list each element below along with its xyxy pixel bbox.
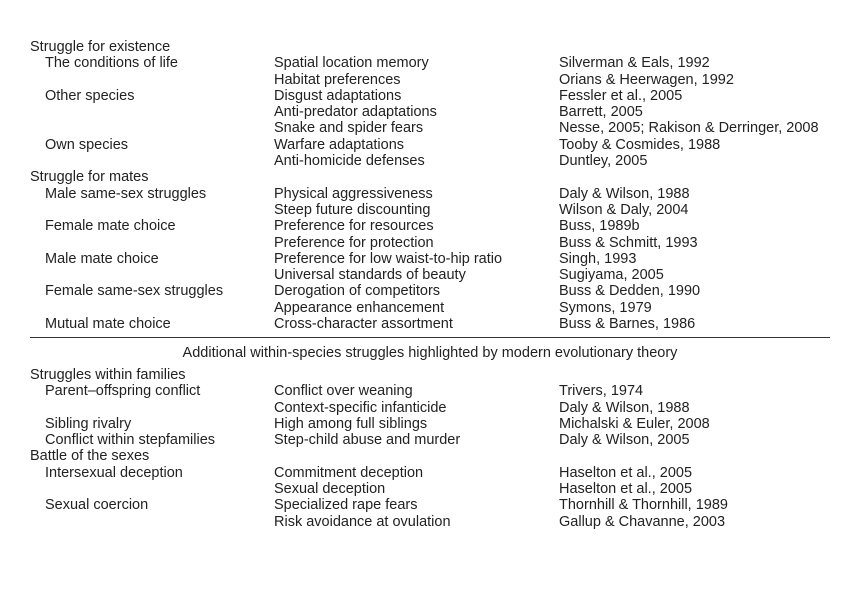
adaptation-cell: Specialized rape fears — [274, 497, 418, 514]
category-cell: Female mate choice — [45, 218, 176, 235]
table-row — [0, 481, 860, 497]
reference-cell: Trivers, 1974 — [559, 383, 644, 400]
reference-cell: Silverman & Eals, 1992 — [559, 55, 710, 72]
reference-cell: Fessler et al., 2005 — [559, 87, 683, 104]
adaptation-cell: Physical aggressiveness — [274, 185, 433, 202]
adaptation-cell: Preference for protection — [274, 234, 434, 251]
adaptation-cell: Sexual deception — [274, 481, 386, 498]
adaptation-cell: Spatial location memory — [274, 55, 429, 72]
reference-cell: Barrett, 2005 — [559, 104, 643, 121]
adaptation-cell: Habitat preferences — [274, 71, 401, 88]
adaptation-cell: Preference for resources — [274, 218, 434, 235]
table-row — [0, 514, 860, 530]
table-row — [0, 465, 860, 481]
table-row — [0, 316, 860, 332]
table-row — [0, 39, 860, 55]
section-divider — [30, 337, 830, 338]
table-row — [0, 497, 860, 513]
table-row — [0, 432, 860, 448]
table-row — [0, 137, 860, 153]
table-row — [0, 251, 860, 267]
reference-cell: Tooby & Cosmides, 1988 — [559, 136, 721, 153]
reference-cell: Wilson & Daly, 2004 — [559, 201, 689, 218]
reference-cell: Buss & Barnes, 1986 — [559, 316, 696, 333]
category-cell: Struggle for mates — [30, 169, 149, 186]
table-row — [0, 416, 860, 432]
category-cell: Male same-sex struggles — [45, 185, 207, 202]
table-row — [0, 300, 860, 316]
table-row — [0, 383, 860, 399]
category-cell: Parent–offspring conflict — [45, 383, 201, 400]
adaptation-cell: Anti-predator adaptations — [274, 104, 437, 121]
table-bottom-section — [0, 367, 860, 530]
table-row — [0, 169, 860, 185]
category-cell: Intersexual deception — [45, 464, 183, 481]
adaptation-cell: Preference for low waist-to-hip ratio — [274, 250, 503, 267]
reference-cell: Haselton et al., 2005 — [559, 464, 693, 481]
reference-cell: Singh, 1993 — [559, 250, 637, 267]
category-cell: Struggles within families — [30, 367, 186, 383]
adaptation-cell: Risk avoidance at ovulation — [274, 513, 451, 530]
table-row — [0, 448, 860, 464]
adaptation-cell: Warfare adaptations — [274, 136, 405, 153]
category-cell: Male mate choice — [45, 250, 159, 267]
reference-cell: Orians & Heerwagen, 1992 — [559, 71, 734, 88]
adaptation-cell: Anti-homicide defenses — [274, 153, 425, 170]
table-top-section — [0, 39, 860, 332]
reference-cell: Haselton et al., 2005 — [559, 481, 693, 498]
adaptation-cell: Cross-character assortment — [274, 316, 453, 333]
adaptation-cell: Steep future discounting — [274, 201, 431, 218]
adaptation-cell: Disgust adaptations — [274, 87, 402, 104]
section-subheading: Additional within-species struggles highlighted by modern evolutionary theory — [182, 345, 678, 361]
adaptation-cell: Universal standards of beauty — [274, 267, 466, 284]
category-cell: Sexual coercion — [45, 497, 149, 514]
adaptation-cell: Commitment deception — [274, 464, 424, 481]
reference-cell: Buss, 1989b — [559, 218, 640, 235]
table-row — [0, 120, 860, 136]
table-row — [0, 267, 860, 283]
table-row — [0, 186, 860, 202]
reference-cell: Duntley, 2005 — [559, 153, 648, 170]
reference-cell: Sugiyama, 2005 — [559, 267, 664, 284]
reference-cell: Thornhill & Thornhill, 1989 — [559, 497, 728, 514]
reference-cell: Daly & Wilson, 1988 — [559, 185, 690, 202]
reference-cell: Daly & Wilson, 1988 — [559, 399, 690, 416]
reference-cell: Nesse, 2005; Rakison & Derringer, 2008 — [559, 120, 819, 137]
reference-cell: Buss & Schmitt, 1993 — [559, 234, 698, 251]
table-row — [0, 72, 860, 88]
category-cell: Sibling rivalry — [45, 415, 132, 432]
table-row — [0, 55, 860, 71]
category-cell: Own species — [45, 136, 129, 153]
table-row — [0, 104, 860, 120]
adaptation-cell: Context-specific infanticide — [274, 399, 447, 416]
category-cell: Conflict within stepfamilies — [45, 432, 216, 449]
table-row — [0, 218, 860, 234]
adaptation-cell: Conflict over weaning — [274, 383, 413, 400]
reference-cell: Daly & Wilson, 2005 — [559, 432, 690, 449]
reference-cell: Michalski & Euler, 2008 — [559, 415, 710, 432]
category-cell: Battle of the sexes — [30, 448, 150, 465]
category-cell: The conditions of life — [45, 55, 178, 72]
table-row — [0, 202, 860, 218]
table-row — [0, 367, 860, 383]
adaptation-cell: Derogation of competitors — [274, 283, 441, 300]
table-row — [0, 235, 860, 251]
category-cell: Mutual mate choice — [45, 316, 171, 333]
category-cell: Other species — [45, 87, 135, 104]
reference-cell: Symons, 1979 — [559, 299, 652, 316]
adaptation-cell: High among full siblings — [274, 415, 428, 432]
table-row — [0, 400, 860, 416]
reference-cell: Buss & Dedden, 1990 — [559, 283, 701, 300]
adaptation-cell: Appearance enhancement — [274, 299, 445, 316]
category-cell: Struggle for existence — [30, 39, 171, 55]
category-cell: Female same-sex struggles — [45, 283, 224, 300]
reference-cell: Gallup & Chavanne, 2003 — [559, 513, 726, 530]
adaptation-cell: Step-child abuse and murder — [274, 432, 461, 449]
table-row — [0, 88, 860, 104]
adaptation-cell: Snake and spider fears — [274, 120, 424, 137]
table-row — [0, 153, 860, 169]
table-row — [0, 283, 860, 299]
